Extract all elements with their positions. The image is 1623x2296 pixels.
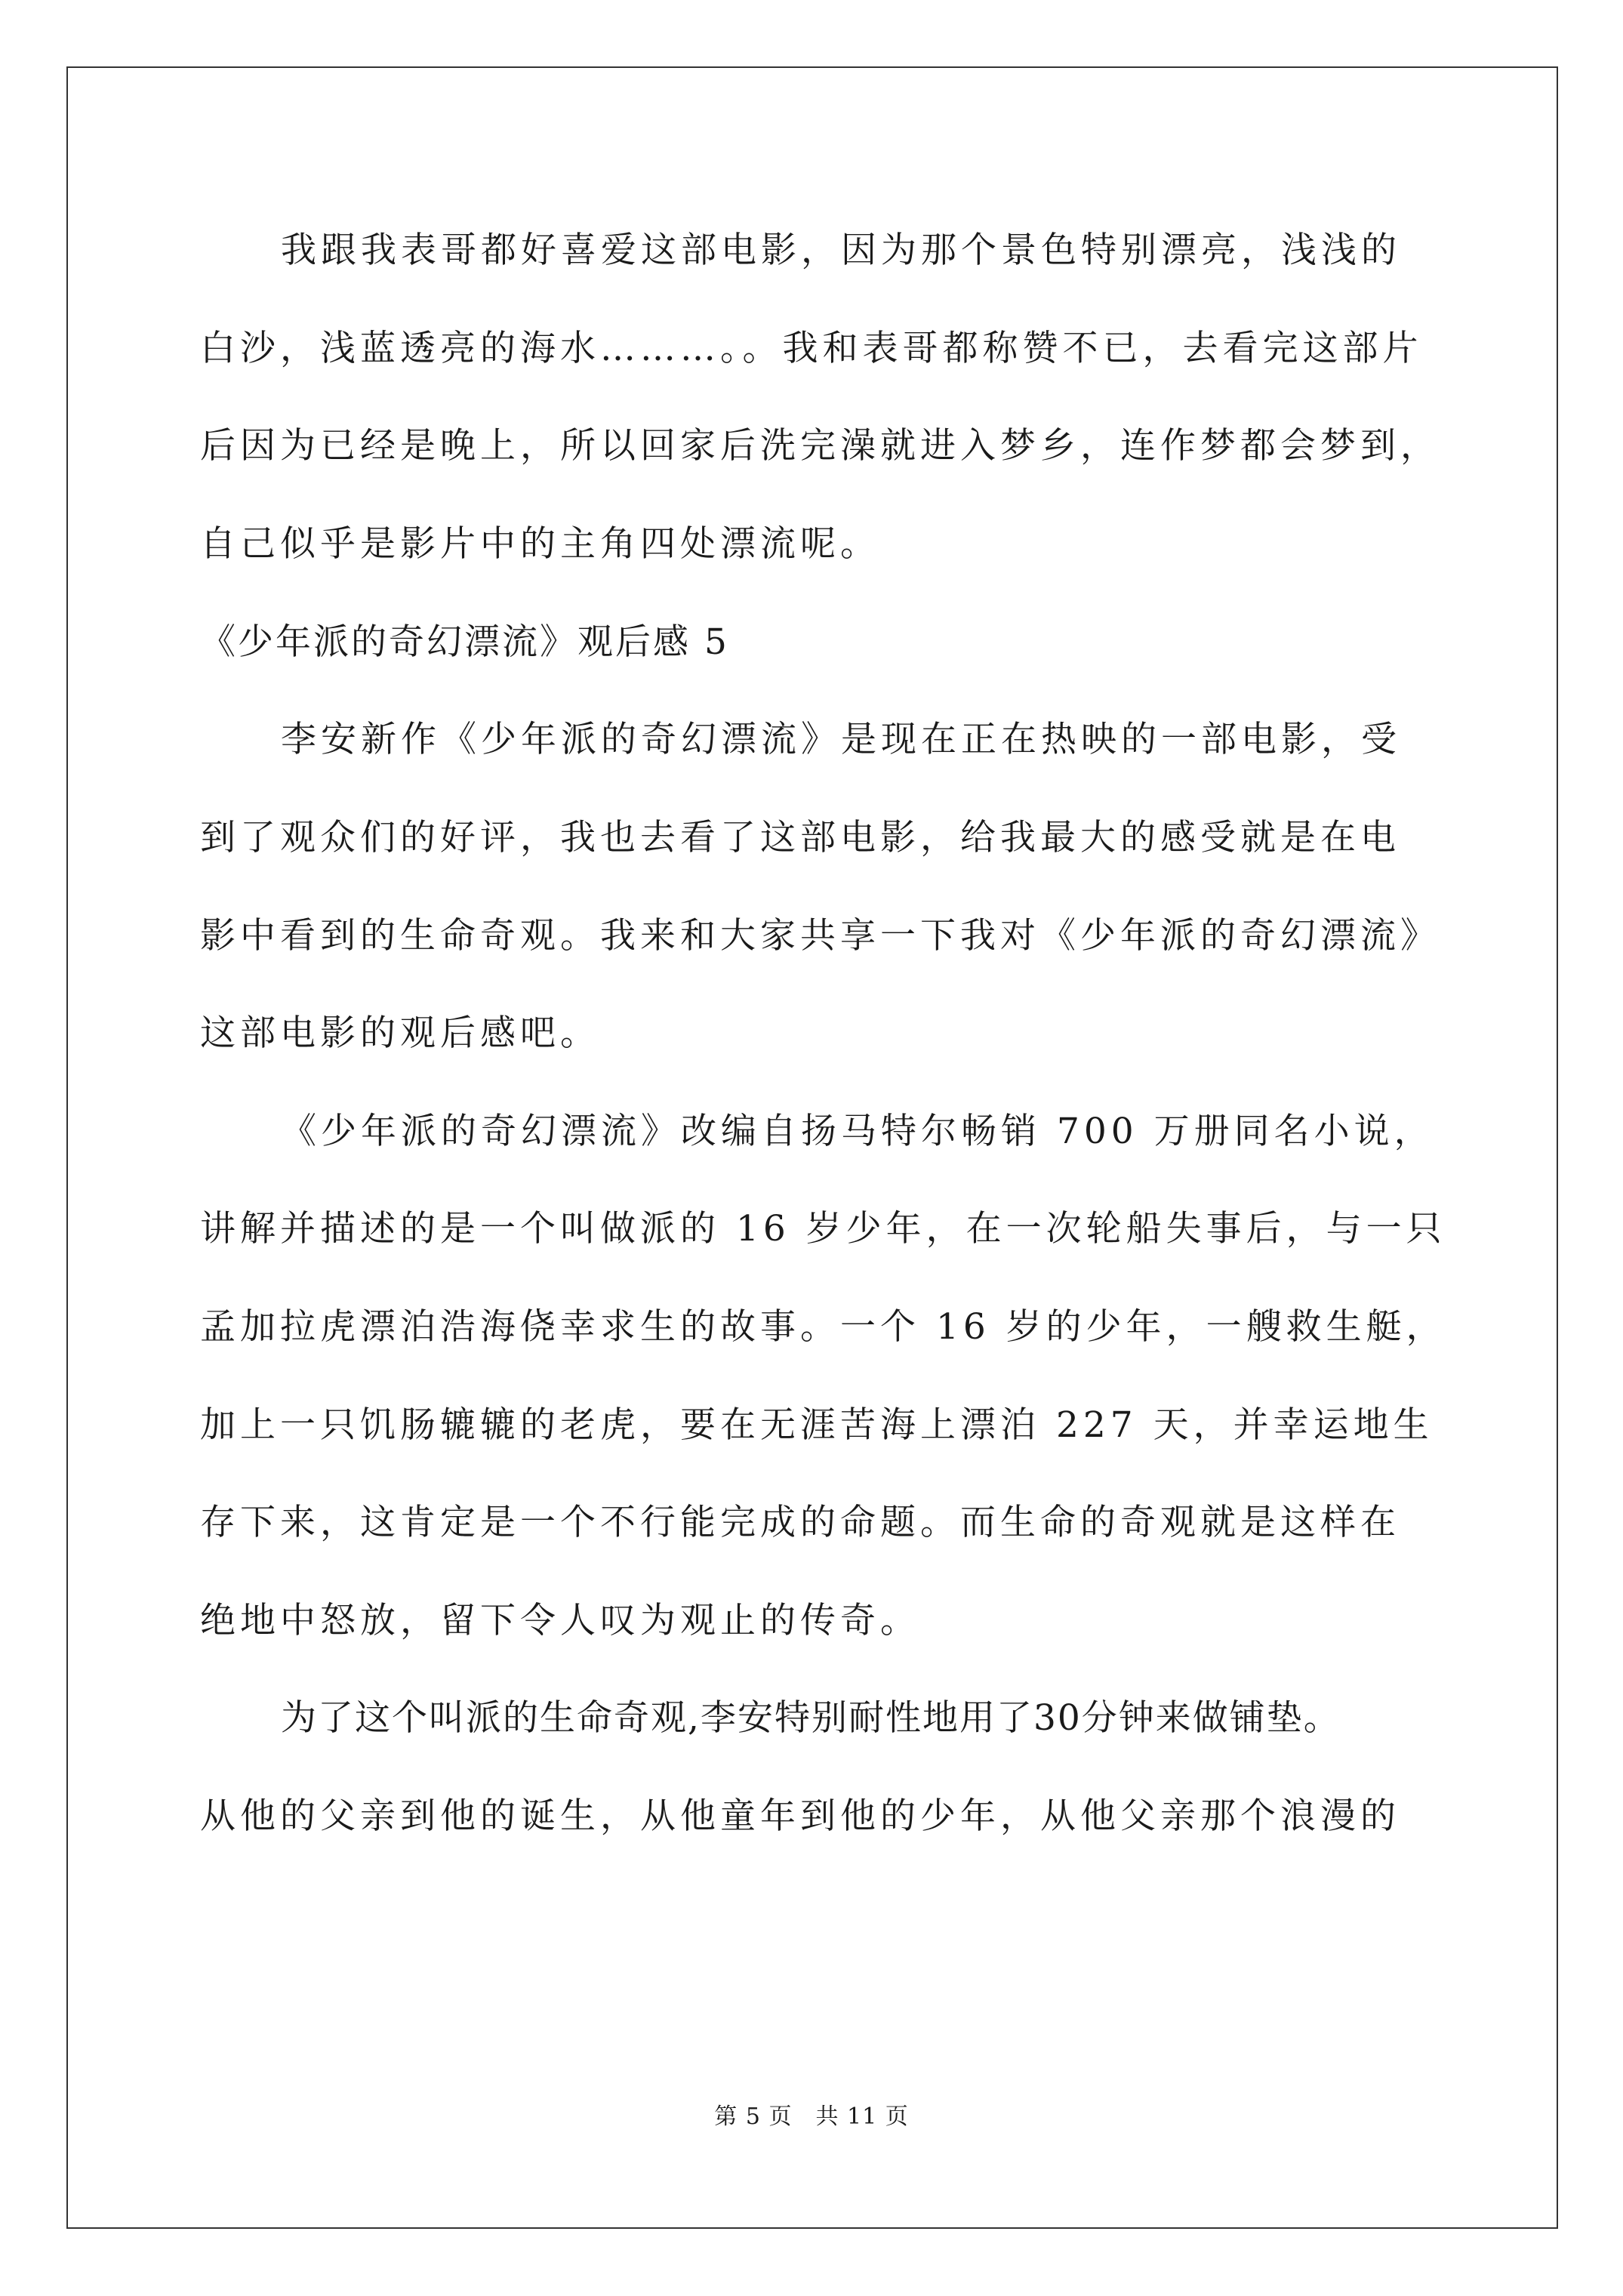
text-line: 讲解并描述的是一个叫做派的 16 岁少年，在一次轮船失事后，与一只 <box>200 1208 1446 1250</box>
text-line: 《少年派的奇幻漂流》改编自扬马特尔畅销 700 万册同名小说， <box>281 1111 1434 1152</box>
text-line: 自己似乎是影片中的主角四处漂流呢。 <box>200 523 880 565</box>
text-line: 影中看到的生命奇观。我来和大家共享一下我对《少年派的奇幻漂流》 <box>200 915 1440 957</box>
text-line: 加上一只饥肠辘辘的老虎，要在无涯苦海上漂泊 227 天，并幸运地生 <box>200 1404 1434 1446</box>
text-line: 孟加拉虎漂泊浩海侥幸求生的故事。一个 16 岁的少年，一艘救生艇， <box>200 1306 1446 1348</box>
text-line: 李安新作《少年派的奇幻漂流》是现在正在热映的一部电影，受 <box>281 719 1401 760</box>
text-line: 我跟我表哥都好喜爱这部电影，因为那个景色特别漂亮，浅浅的 <box>281 230 1401 271</box>
text-line: 后因为已经是晚上，所以回家后洗完澡就进入梦乡，连作梦都会梦到， <box>200 425 1440 467</box>
text-line: 白沙，浅蓝透亮的海水………。。我和表哥都称赞不已，去看完这部片 <box>200 328 1423 369</box>
text-line: 从他的父亲到他的诞生，从他童年到他的少年，从他父亲那个浪漫的 <box>200 1795 1400 1837</box>
text-line: 绝地中怒放，留下令人叹为观止的传奇。 <box>200 1600 920 1641</box>
text-line: 为了这个叫派的生命奇观,李安特别耐性地用了30分钟来做铺垫。 <box>281 1697 1341 1739</box>
text-line: 这部电影的观后感吧。 <box>200 1012 600 1054</box>
text-line: 存下来，这肯定是一个不行能完成的命题。而生命的奇观就是这样在 <box>200 1502 1400 1543</box>
section-heading: 《少年派的奇幻漂流》观后感 5 <box>200 621 729 663</box>
text-line: 到了观众们的好评，我也去看了这部电影，给我最大的感受就是在电 <box>200 817 1400 858</box>
page-number-footer: 第 5 页 共 11 页 <box>714 2103 909 2130</box>
